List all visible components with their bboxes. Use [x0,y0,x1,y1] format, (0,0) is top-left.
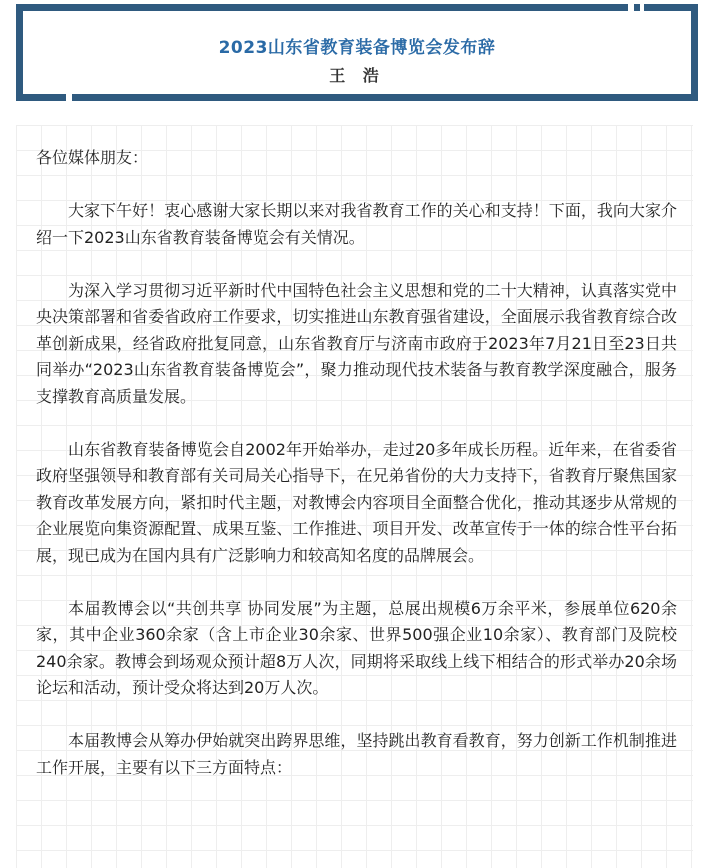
header-frame [16,4,698,101]
paragraph-1: 大家下午好！衷心感谢大家长期以来对我省教育工作的关心和支持！下面，我向大家介绍一下2023山东省教育装备博览会有关情况。 [36,201,677,247]
greeting: 各位媒体朋友： [36,148,149,167]
paragraph-5: 本届教博会从筹办伊始就突出跨界思维，坚持跳出教育看教育，努力创新工作机制推进工作开展，主要有以下三方面特点： [36,731,677,777]
author-name: 王 浩 [329,66,385,85]
header-panel [23,11,691,94]
paragraph-2: 为深入学习贯彻习近平新时代中国特色社会主义思想和党的二十大精神，认真落实党中央决策部署和省委省政府工作要求，切实推进山东教育强省建设，全面展示我省教育综合改革创新成果，经省政府批复同意，山东省教育厅与济南市政府于2023年7月21日至23日共同举办“2023山东省教育装备博览会”，聚力推动现代技术装备与教育教学深度融合，服务支撑教育高质量发展。 [36,280,677,406]
paragraph-4: 本届教博会以“共创共享 协同发展”为主题，总展出规模6万余平米，参展单位620余家，其中企业360余家（含上市企业30余家、世界500强企业10余家）、教育部门及院校240余家。教博会到场观众预计超8万人次，同期将采取线上线下相结合的形式举办20余场论坛和活动，预计受众将达到20万人次。 [36,598,677,697]
article-title: 2023山东省教育装备博览会发布辞 [218,38,496,58]
frame-notch-top-right-2 [640,4,644,11]
paragraph-3: 山东省教育装备博览会自2002年开始举办，走过20多年成长历程。近年来，在省委省政府坚强领导和教育部有关司局关心指导下，在兄弟省份的大力支持下，省教育厅聚焦国家教育改革发展方向，紧扣时代主题，对教博会内容项目全面整合优化，推动其逐步从常规的企业展览向集资源配置、成果互鉴、工作推进、项目开发、改革宣传于一体的综合性平台拓展，现已成为在国内具有广泛影响力和较高知名度的品牌展会。 [36,439,677,565]
frame-notch-top-right [628,4,634,11]
frame-notch-bottom-left [66,94,72,101]
article-body [16,125,693,868]
article-content [36,145,677,808]
